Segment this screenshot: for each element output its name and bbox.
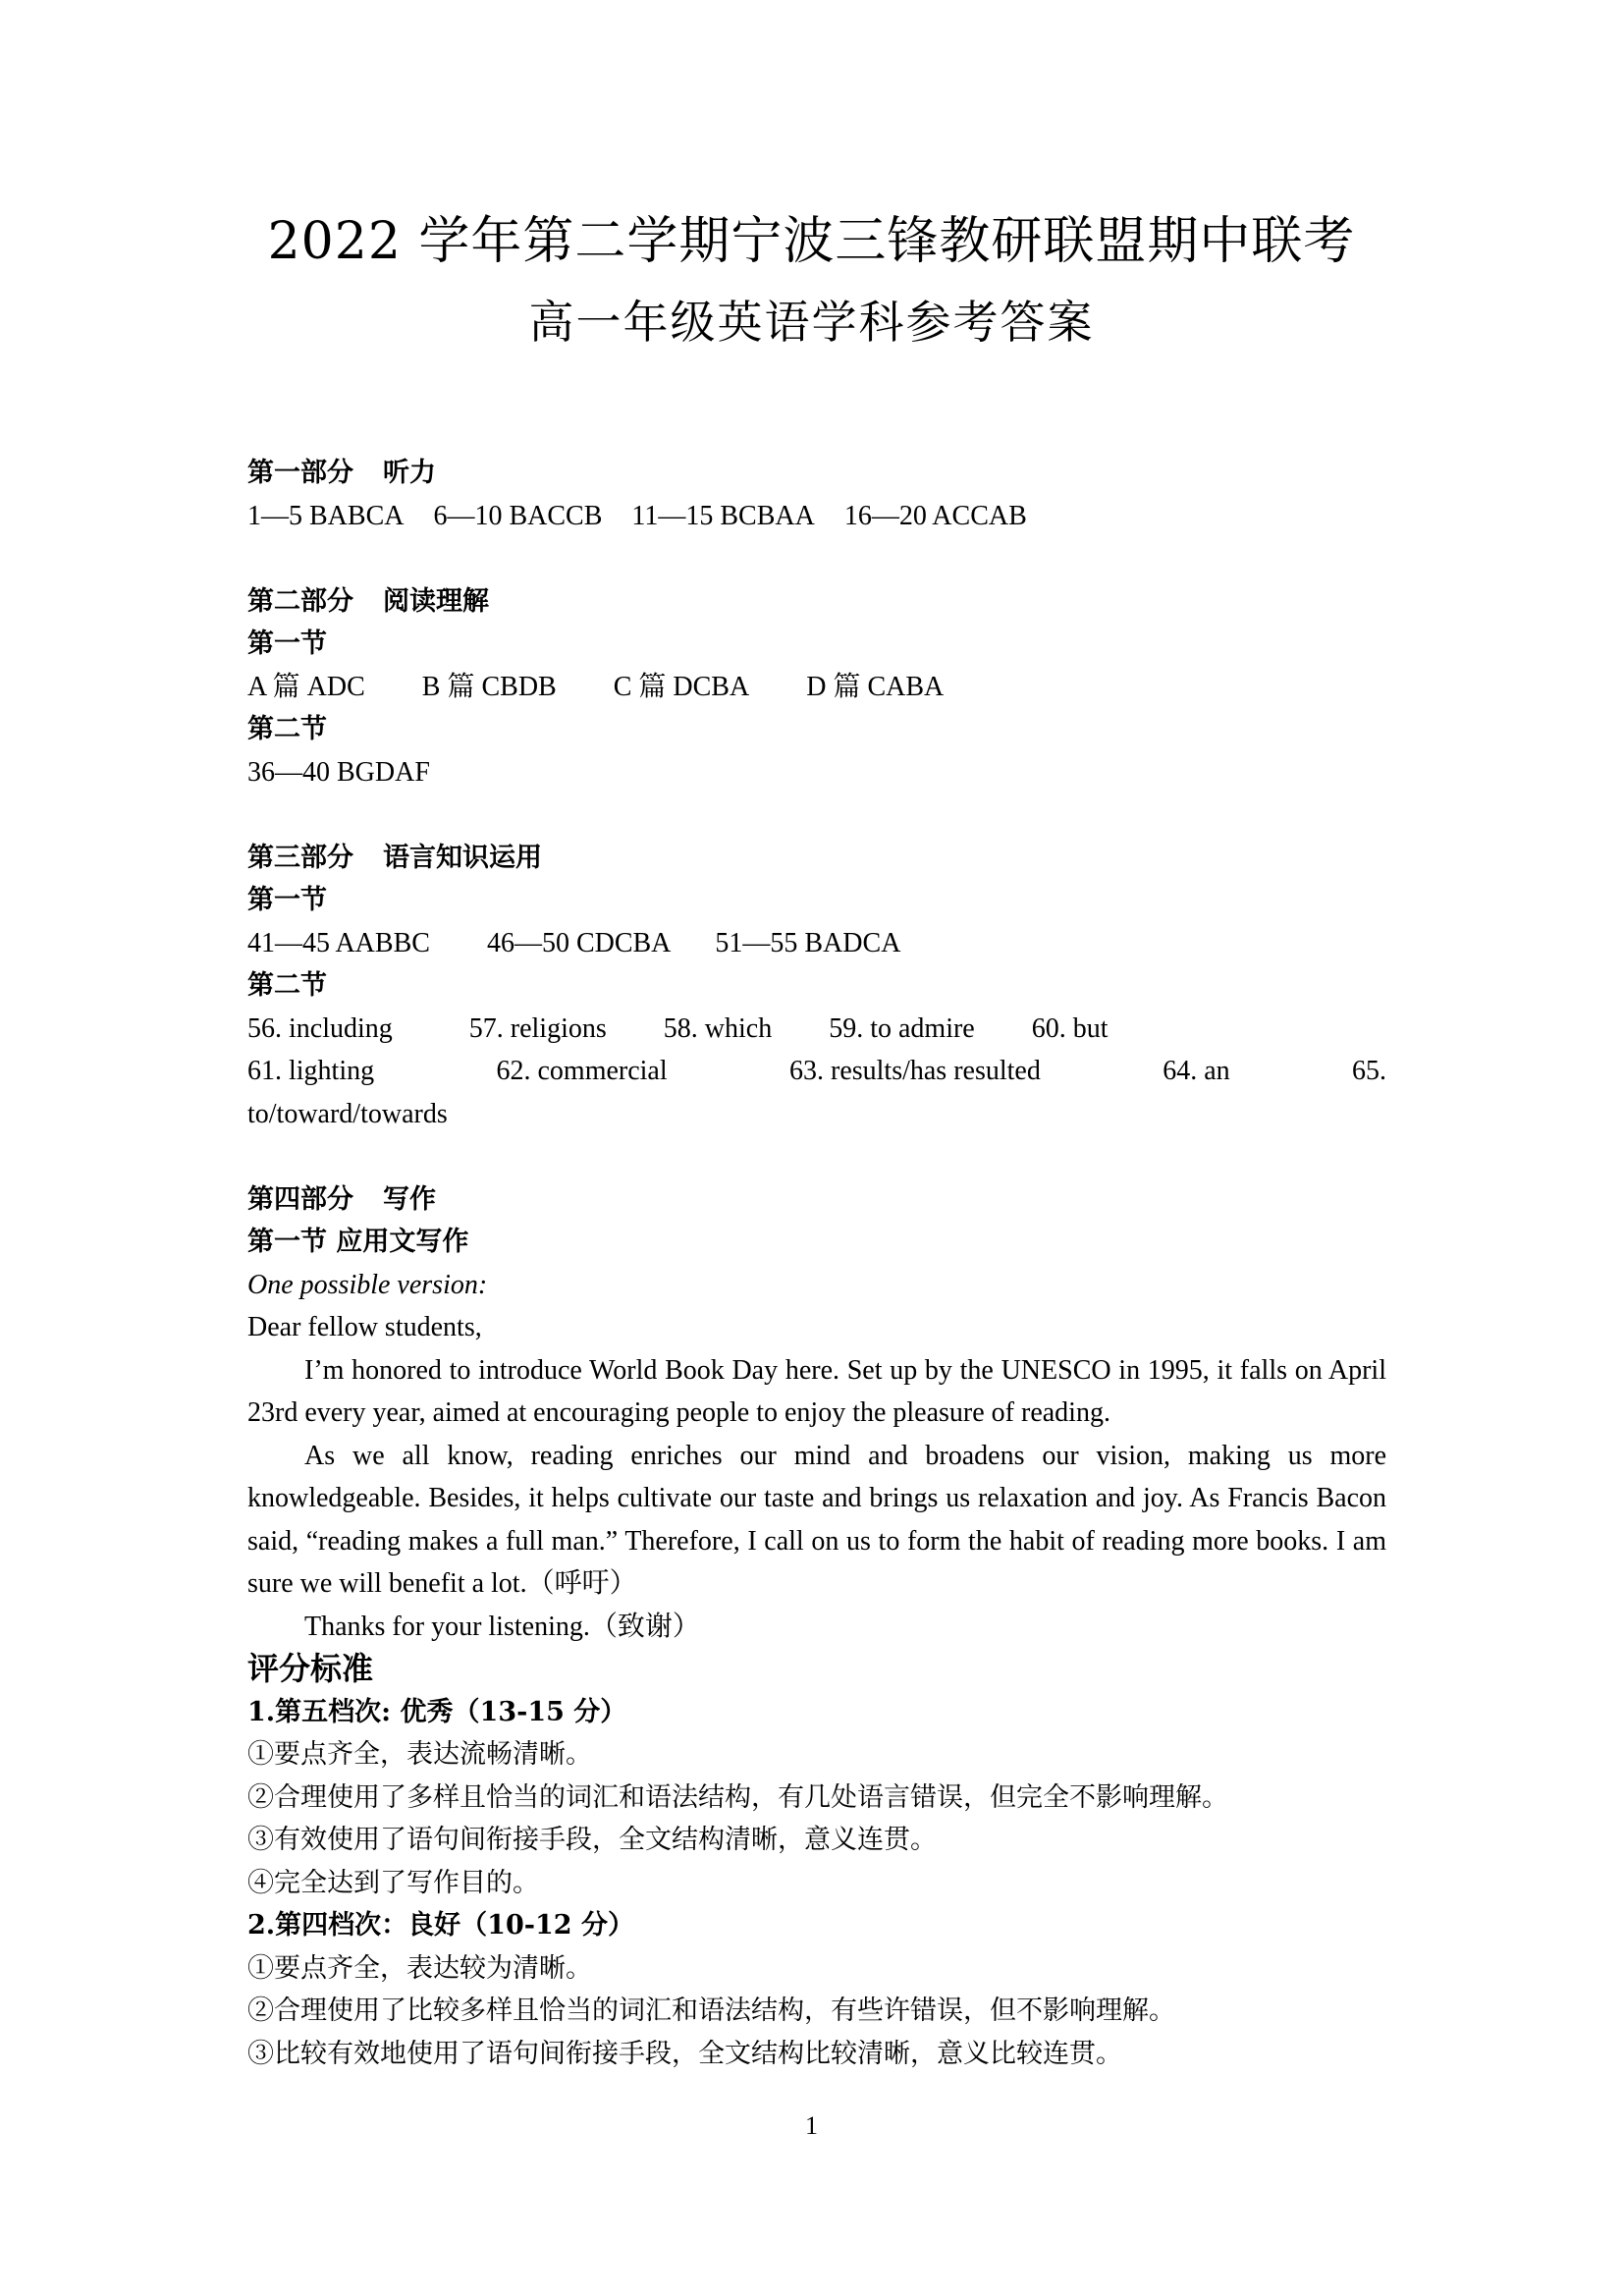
answer-item: A 篇 ADC [247,671,365,702]
answer-item: B 篇 CBDB [421,671,557,702]
answer-item: 6—10 BACCB [433,500,603,531]
answer-item: 60. but [1031,1012,1109,1044]
part3-section2-row1 [247,1008,1386,1051]
answer-item: 57. religions [468,1012,607,1044]
answer-item: 58. which [663,1012,773,1044]
criteria-title: 评分标准 [247,1650,374,1687]
part1-heading: 第一部分 听力 [247,458,436,488]
answer-item: 56. including [247,1012,393,1044]
criteria-item: ①要点齐全，表达流畅清晰。 [247,1739,592,1770]
version-label: One possible version: [247,1269,488,1300]
answer-item: 41—45 AABBC [247,927,430,958]
part2-section1-answers [247,666,1386,709]
part3-section2-label: 第二节 [247,970,327,1001]
part3-section2-row3: to/toward/towards [247,1098,448,1129]
part4-section1-label: 第一节 应用文写作 [247,1227,469,1257]
part3-section2-row2 [247,1050,1386,1093]
part3-section1-answers [247,922,1386,965]
criteria-item: ①要点齐全，表达较为清晰。 [247,1952,592,1984]
criteria-item: ②合理使用了多样且恰当的词汇和语法结构，有几处语言错误，但完全不影响理解。 [247,1781,1228,1813]
answer-item: 63. results/has resulted [789,1056,1041,1086]
answer-item: D 篇 CABA [806,671,945,702]
answer-item: 16—20 ACCAB [843,500,1027,531]
letter-salutation: Dear fellow students, [247,1312,482,1342]
answer-item: 11—15 BCBAA [631,500,815,531]
level5-title: 1.第五档次: 优秀（13-15 分） [247,1696,627,1727]
answer-content [247,452,1386,2075]
criteria-item: ③有效使用了语句间衔接手段，全文结构清晰，意义连贯。 [247,1825,937,1855]
page-subtitle: 高一年级英语学科参考答案 [528,296,1095,349]
part2-heading: 第二部分 阅读理解 [247,585,489,617]
answer-item: 61. lighting [247,1056,375,1086]
level4-title: 2.第四档次：良好（10-12 分） [247,1910,634,1941]
answer-item: C 篇 DCBA [613,671,750,702]
answer-item: 59. to admire [829,1012,975,1044]
letter-paragraph-2: As we all know, reading enriches our mind and broadens our vision, making us more knowledgeable. Besides, it helps cultivate our taste and brings us relaxation and joy. As Francis Bacon said, “reading makes a full man.” Therefore, I call on us to form the habit of reading more books. I am sure we will benefit a lot.（呼吁） [247,1440,1386,1599]
part4-heading: 第四部分 写作 [247,1183,436,1215]
answer-item: 1—5 BABCA [247,500,405,531]
part2-section2-label: 第二节 [247,714,327,744]
answer-item: 46—50 CDCBA [486,927,672,958]
part3-section1-label: 第一节 [247,885,327,915]
part3-heading: 第三部分 语言知识运用 [247,842,542,873]
page-title: 2022 学年第二学期宁波三锋教研联盟期中联考 [267,212,1356,271]
answer-item: 65. [1352,1056,1386,1086]
part1-answers [247,495,1386,538]
criteria-item: ④完全达到了写作目的。 [247,1867,539,1898]
criteria-item: ②合理使用了比较多样且恰当的词汇和语法结构，有些许错误，但不影响理解。 [247,1995,1175,2026]
letter-closing: Thanks for your listening.（致谢） [304,1611,700,1642]
answer-item: 51—55 BADCA [715,927,901,958]
criteria-item: ③比较有效地使用了语句间衔接手段，全文结构比较清晰，意义比较连贯。 [247,2038,1122,2069]
part2-section2-answer: 36—40 BGDAF [247,756,430,788]
part2-section1-label: 第一节 [247,629,327,659]
answer-item: 64. an [1163,1056,1230,1086]
answer-item: 62. commercial [496,1056,668,1086]
letter-paragraph-1: I’m honored to introduce World Book Day here. Set up by the UNESCO in 1995, it falls on April 23rd every year, aimed at encouraging people to enjoy the pleasure of reading. [247,1354,1386,1428]
page-number: 1 [805,2111,818,2140]
